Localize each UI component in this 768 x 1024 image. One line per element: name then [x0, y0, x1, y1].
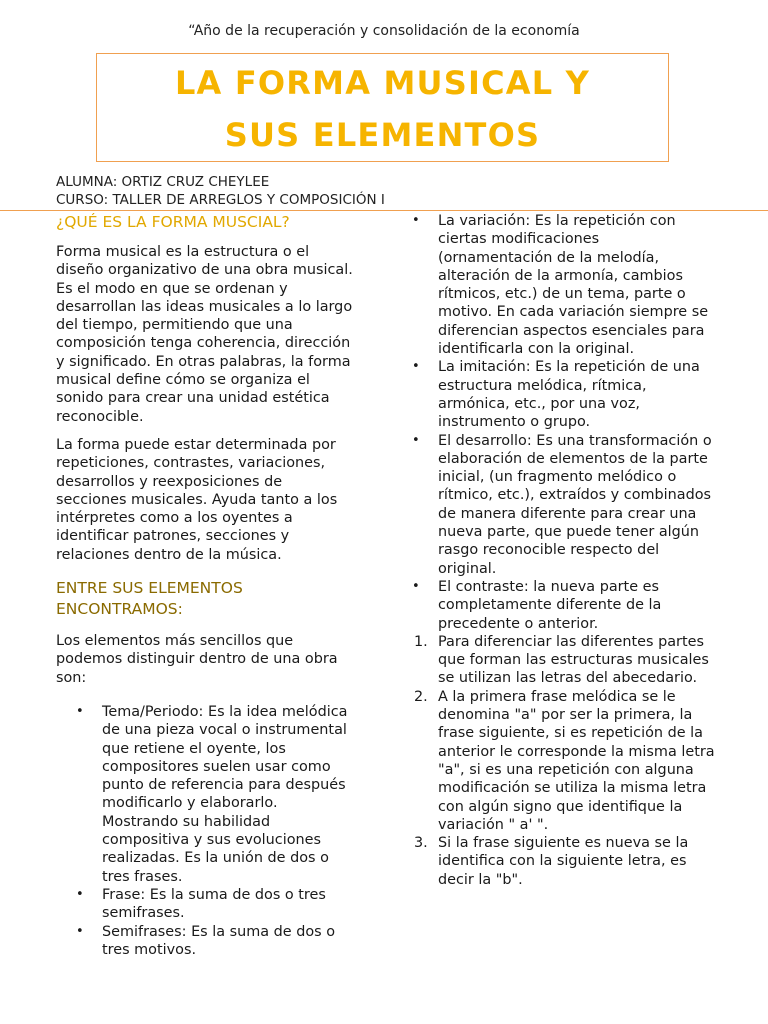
list-item [410, 578, 715, 633]
header-note: “Año de la recuperación y consolidación de la economía [188, 23, 580, 39]
list-item [410, 212, 715, 358]
list-item [56, 923, 356, 960]
list-item-text: Semifrases: Es la suma de dos o tres motivos. [102, 923, 336, 958]
bullet-icon: • [412, 213, 420, 228]
numbered-item-text: Si la frase siguiente es nueva se la identifica con la siguiente letra, es decir la "b". [438, 835, 689, 888]
list-item-text: La imitación: Es la repetición de una estructura melódica, rítmica, armónica, etc., por una voz, instrumento o grupo. [438, 359, 700, 431]
list-item [56, 886, 356, 923]
heading-elements-line-2: ENCONTRAMOS: [56, 600, 183, 619]
heading-elements [56, 578, 356, 620]
numbered-item [410, 688, 715, 834]
bullet-icon: • [76, 923, 84, 939]
bullet-icon: • [412, 432, 420, 448]
heading-elements-line-1: ENTRE SUS ELEMENTOS [56, 579, 243, 598]
section-divider [0, 210, 768, 211]
techniques-list [410, 212, 715, 633]
paragraph-form: La forma puede estar determinada por repeticiones, contrastes, variaciones, desarrollos y reexposiciones de secciones musicales. Ayuda tanto a los intérpretes como a los oyentes a identificar patrones, secciones y relaciones dentro de la música. [56, 436, 338, 563]
list-item-text: Frase: Es la suma de dos o tres semifrases. [102, 886, 326, 922]
item-number: 1. [414, 633, 428, 650]
paragraph-definition: Forma musical es la estructura o el diseño organizativo de una obra musical. Es el modo en que se ordenan y desarrollan las ideas musicales a lo largo del tiempo, permitiendo que una composición tenga coherencia, dirección y significado. En otras palabras, la forma musical define cómo se organiza el sonido para crear una unidad estética reconocible. [56, 244, 353, 425]
heading-what-is: ¿QUÉ ES LA FORMA MUSCIAL? [56, 213, 290, 231]
item-number: 2. [414, 688, 428, 705]
list-item [410, 432, 715, 578]
paragraph-intro: Los elementos más sencillos que podemos distinguir dentro de una obra son: [56, 633, 338, 686]
elements-list [56, 703, 356, 959]
title-line-1: LA FORMA MUSICAL Y [174, 64, 591, 102]
list-item [410, 358, 715, 431]
list-item-text: El desarrollo: Es una transformación o elaboración de elementos de la parte inicial, (un fragmento melódico o rítmico, etc.), extraídos y combinados de manera diferente para crear una nueva parte, que puede tener algún rasgo reconocible respecto del original. [438, 432, 712, 577]
numbered-list [410, 633, 715, 889]
numbered-item-text: Para diferenciar las diferentes partes que forman las estructuras musicales se utilizan las letras del abecedario. [438, 633, 709, 687]
bullet-icon: • [76, 886, 84, 902]
course-name: CURSO: TALLER DE ARREGLOS Y COMPOSICIÓN I [56, 192, 385, 208]
bullet-icon: • [76, 703, 84, 719]
title-line-2: SUS ELEMENTOS [224, 116, 541, 154]
list-item-text: La variación: Es la repetición con ciertas modificaciones (ornamentación de la melodía, alteración de la armonía, cambios rítmicos, etc.) de un tema, parte o motivo. En cada variación siempre se diferencian aspectos esenciales para identificarla con la original. [438, 213, 709, 358]
list-item [56, 703, 356, 886]
item-number: 3. [414, 835, 428, 852]
left-column [56, 213, 356, 959]
numbered-item [410, 834, 715, 889]
list-item-text: El contraste: la nueva parte es completamente diferente de la precedente o anterior. [438, 578, 662, 632]
bullet-icon: • [412, 578, 420, 594]
numbered-item-text: A la primera frase melódica se le denomina "a" por ser la primera, la frase siguiente, si es repetición de la anterior le corresponde la misma letra "a", si es una repetición con alguna modificación se utiliza la misma letra con algún signo que identifique la variación " a' ". [438, 688, 715, 833]
bullet-icon: • [412, 359, 420, 375]
title-box [96, 53, 669, 162]
list-item-text: Tema/Periodo: Es la idea melódica de una pieza vocal o instrumental que retiene el oyente, los compositores suelen usar como punto de referencia para después modificarlo y elaborarlo. Mostrando su habilidad compositiva y sus evoluciones realizadas. Es la unión de dos o tres frases. [102, 703, 348, 885]
right-column [410, 212, 715, 889]
student-info [56, 173, 385, 209]
numbered-item [410, 633, 715, 688]
student-name: ALUMNA: ORTIZ CRUZ CHEYLEE [56, 174, 270, 190]
